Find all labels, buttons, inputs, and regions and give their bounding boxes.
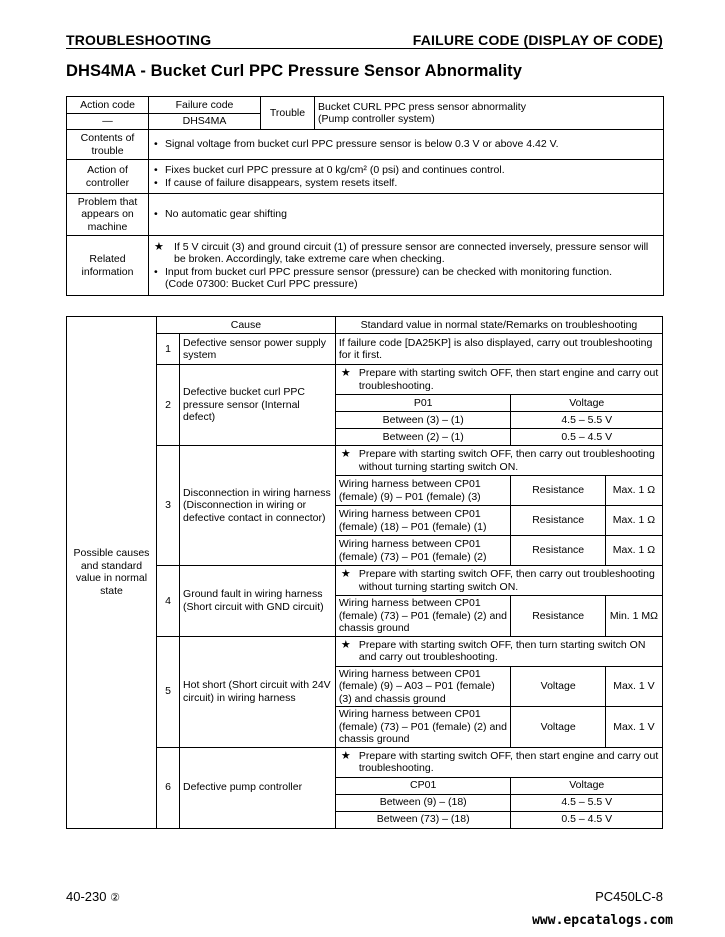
check-point: Between (73) – (18) xyxy=(335,811,511,828)
failure-code-label: Failure code xyxy=(149,97,261,114)
check-harness: Wiring harness between CP01 (female) (73) – P01 (female) (2) and chassis ground xyxy=(335,707,511,748)
cause-number: 6 xyxy=(156,747,179,828)
check-kind: Voltage xyxy=(511,707,605,748)
trouble-line-2: (Pump controller system) xyxy=(318,113,435,125)
cause-name: Ground fault in wiring harness (Short circuit with GND circuit) xyxy=(180,566,336,637)
cause-name: Defective bucket curl PPC pressure sensor (Internal defect) xyxy=(180,365,336,446)
action-code-label: Action code xyxy=(67,97,149,114)
check-harness: Wiring harness between CP01 (female) (73) – P01 (female) (2) xyxy=(335,536,511,566)
cause-preparation: ★ Prepare with starting switch OFF, then start engine and carry out troubleshooting. xyxy=(335,365,662,395)
cause-column-header: Cause xyxy=(156,317,335,334)
header-chapter: FAILURE CODE (DISPLAY OF CODE) xyxy=(412,32,663,48)
causes-side-label: Possible causes and standard value in normal state xyxy=(67,317,157,829)
trouble-description xyxy=(315,97,664,130)
check-point: Between (9) – (18) xyxy=(335,794,511,811)
check-value: 0.5 – 4.5 V xyxy=(511,811,663,828)
cause-preparation: ★ Prepare with starting switch OFF, then start engine and carry out troubleshooting. xyxy=(335,747,662,777)
check-limit: Max. 1 V xyxy=(605,666,662,707)
problem-text xyxy=(149,194,664,236)
check-value: 4.5 – 5.5 V xyxy=(511,412,663,429)
check-header-value: Voltage xyxy=(511,395,663,412)
page-number xyxy=(66,889,120,904)
check-kind: Resistance xyxy=(511,536,605,566)
check-point: Between (3) – (1) xyxy=(335,412,511,429)
check-header-connector: P01 xyxy=(335,395,511,412)
problem-label: Problem that appears on machine xyxy=(67,194,149,236)
check-harness: Wiring harness between CP01 (female) (9) – A03 – P01 (female) (3) and chassis ground xyxy=(335,666,511,707)
cause-number: 1 xyxy=(156,334,179,365)
check-harness: Wiring harness between CP01 (female) (9) – P01 (female) (3) xyxy=(335,476,511,506)
cause-number: 2 xyxy=(156,365,179,446)
action-label: Action of controller xyxy=(67,160,149,194)
check-limit: Min. 1 MΩ xyxy=(605,596,662,637)
cause-name: Disconnection in wiring harness (Disconnection in wiring or defective contact in connector) xyxy=(180,446,336,566)
causes-table xyxy=(66,316,663,829)
cause-preparation: ★ Prepare with starting switch OFF, then turn starting switch ON and carry out troubleshooting. xyxy=(335,636,662,666)
check-limit: Max. 1 Ω xyxy=(605,506,662,536)
check-point: Between (2) – (1) xyxy=(335,429,511,446)
related-item-line-2: (Code 07300: Bucket Curl PPC pressure) xyxy=(165,278,358,290)
check-harness: Wiring harness between CP01 (female) (18) – P01 (female) (1) xyxy=(335,506,511,536)
contents-text xyxy=(149,130,664,160)
check-kind: Resistance xyxy=(511,506,605,536)
check-header-connector: CP01 xyxy=(335,777,511,794)
check-harness: Wiring harness between CP01 (female) (73) – P01 (female) (2) and chassis ground xyxy=(335,596,511,637)
action-item-1: • Fixes bucket curl PPC pressure at 0 kg/cm² (0 psi) and continues control. xyxy=(154,164,660,177)
header-section: TROUBLESHOOTING xyxy=(66,32,212,48)
check-limit: Max. 1 Ω xyxy=(605,536,662,566)
check-kind: Resistance xyxy=(511,596,605,637)
related-item xyxy=(154,266,660,291)
standard-column-header: Standard value in normal state/Remarks on troubleshooting xyxy=(335,317,662,334)
action-code-value: — xyxy=(67,114,149,130)
cause-preparation: ★ Prepare with starting switch OFF, then carry out troubleshooting without turning starting switch ON. xyxy=(335,446,662,476)
check-value: 4.5 – 5.5 V xyxy=(511,794,663,811)
cause-number: 3 xyxy=(156,446,179,566)
cause-name: Defective pump controller xyxy=(180,747,336,828)
cause-name: Hot short (Short circuit with 24V circuit) in wiring harness xyxy=(180,636,336,747)
check-value: 0.5 – 4.5 V xyxy=(511,429,663,446)
related-text xyxy=(149,236,664,296)
page-title: DHS4MA - Bucket Curl PPC Pressure Sensor Abnormality xyxy=(66,62,523,80)
page-number-text: 40-230 xyxy=(66,889,107,904)
summary-table xyxy=(66,96,664,296)
action-item-2: • If cause of failure disappears, system resets itself. xyxy=(154,177,660,190)
cause-number: 4 xyxy=(156,566,179,637)
related-warning: ★ If 5 V circuit (3) and ground circuit (1) of pressure sensor are connected inversely, pressure sensor will be broken. Accordingly, take extreme care when checking. xyxy=(154,241,660,266)
action-text xyxy=(149,160,664,194)
check-kind: Voltage xyxy=(511,666,605,707)
watermark-link[interactable]: www.epcatalogs.com xyxy=(532,913,673,928)
cause-preparation: ★ Prepare with starting switch OFF, then carry out troubleshooting without turning starting switch ON. xyxy=(335,566,662,596)
page-header xyxy=(66,30,663,49)
trouble-line-1: Bucket CURL PPC press sensor abnormality xyxy=(318,100,526,113)
check-limit: Max. 1 V xyxy=(605,707,662,748)
cause-remark: If failure code [DA25KP] is also displayed, carry out troubleshooting for it first. xyxy=(335,334,662,365)
trouble-label: Trouble xyxy=(261,97,315,130)
cause-name: Defective sensor power supply system xyxy=(180,334,336,365)
check-header-value: Voltage xyxy=(511,777,663,794)
related-item-line-1: • Input from bucket curl PPC pressure sensor (pressure) can be checked with monitoring function. xyxy=(165,265,613,278)
revision-mark: ② xyxy=(110,892,120,904)
check-kind: Resistance xyxy=(511,476,605,506)
cause-number: 5 xyxy=(156,636,179,747)
check-limit: Max. 1 Ω xyxy=(605,476,662,506)
contents-label: Contents of trouble xyxy=(67,130,149,160)
model-name: PC450LC-8 xyxy=(595,889,663,904)
related-label: Related information xyxy=(67,236,149,296)
contents-item: • Signal voltage from bucket curl PPC pressure sensor is below 0.3 V or above 4.42 V. xyxy=(154,138,660,151)
failure-code-value: DHS4MA xyxy=(149,114,261,130)
problem-item: • No automatic gear shifting xyxy=(154,208,660,221)
